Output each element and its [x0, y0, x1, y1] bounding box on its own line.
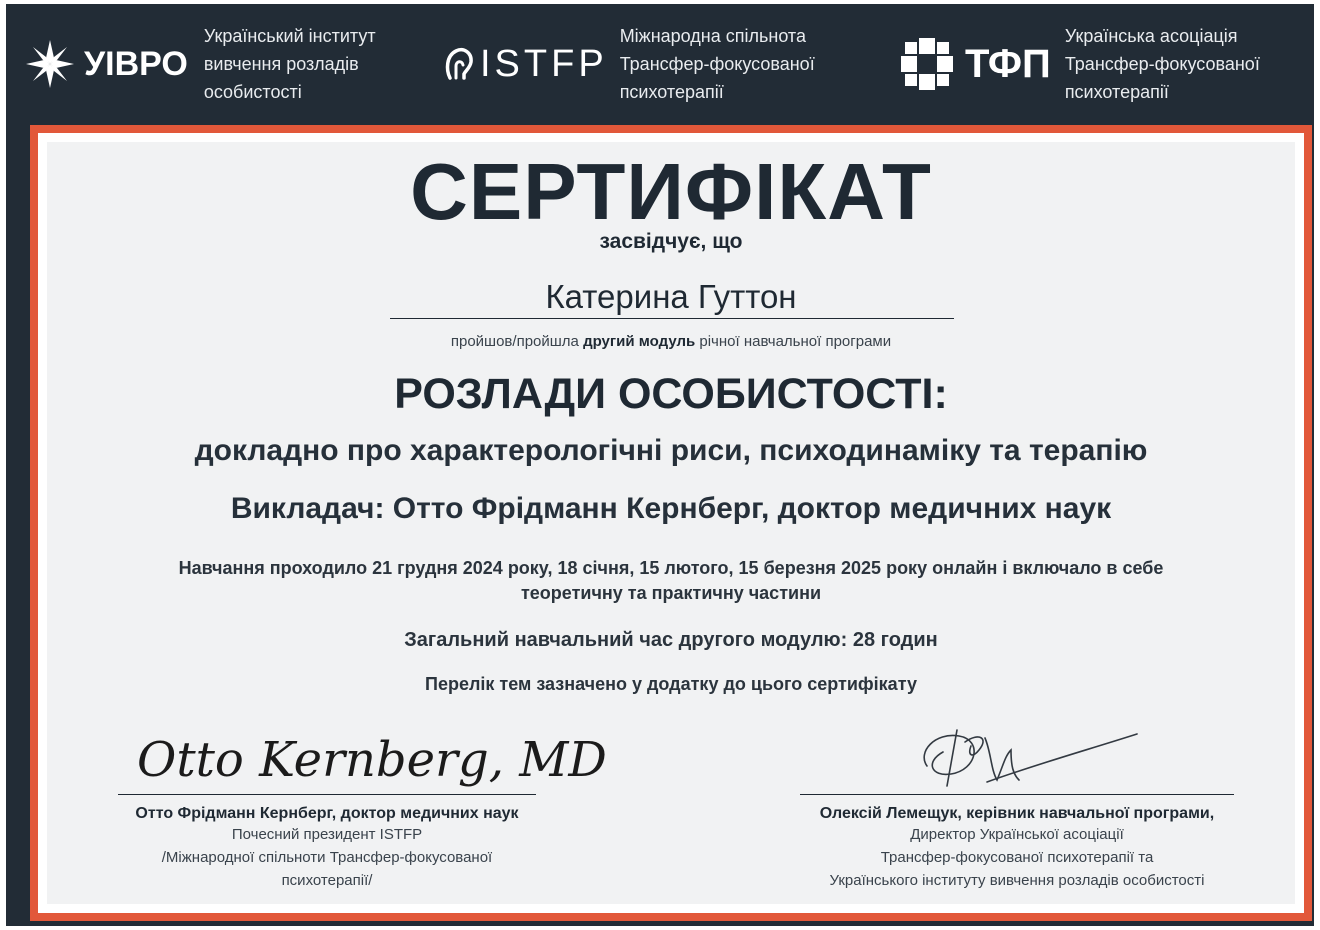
uivpro-logo-text: УІВРО — [84, 44, 188, 83]
lemeshchuk-signature — [887, 722, 1147, 794]
tfp-line: Трансфер-фокусованої — [1064, 54, 1260, 74]
module-name: другий модуль — [583, 333, 696, 350]
kernberg-signature-text: Otto Kernberg, MD — [137, 732, 607, 788]
recipient-underline — [390, 318, 954, 319]
istfp-head-icon — [444, 44, 474, 84]
signature-left — [107, 722, 607, 892]
uivpro-line: особистості — [203, 82, 302, 102]
kernberg-signature — [117, 722, 607, 794]
uivpro-line: Український інститут — [203, 26, 376, 46]
signature-right-line — [800, 794, 1234, 795]
signer-left-name: Отто Фрідманн Кернберг, доктор медичних наук — [135, 805, 519, 822]
course-subtitle: докладно про характерологічні риси, психодинаміку та терапію — [194, 434, 1148, 467]
istfp-line: Міжнародна спільнота — [619, 26, 806, 46]
signer-right-role: Трансфер-фокусованої психотерапії та — [880, 849, 1154, 866]
training-dates — [47, 556, 1295, 606]
signer-left-role: психотерапії/ — [281, 872, 373, 889]
tfp-line: Українська асоціація — [1064, 26, 1238, 46]
istfp-description — [620, 22, 815, 106]
tfp-line: психотерапії — [1064, 82, 1169, 102]
uivpro-description — [204, 22, 376, 106]
recipient-name: Катерина Гуттон — [545, 278, 797, 315]
signature-left-line — [118, 794, 536, 795]
certificate-body — [47, 142, 1295, 904]
certificate-frame — [30, 125, 1312, 921]
training-dates-line: теоретичну та практичну частини — [520, 583, 822, 603]
istfp-line: психотерапії — [619, 82, 724, 102]
tfp-block — [899, 4, 1260, 124]
tfp-logo-text: ТФП — [965, 41, 1051, 86]
total-hours: Загальний навчальний час другого модулю: 28 годин — [404, 629, 938, 651]
completion-text — [47, 333, 1295, 350]
completion-suffix: річної навчальної програми — [695, 333, 892, 350]
uivpro-block — [24, 4, 376, 124]
signer-right-role: Директор Української асоціації — [910, 826, 1124, 843]
course-title: РОЗЛАДИ ОСОБИСТОСТІ: — [394, 370, 948, 418]
topics-note: Перелік тем зазначено у додатку до цього сертифікату — [425, 674, 917, 694]
certifies-text: засвідчує, що — [599, 230, 743, 253]
signer-left-role: Почесний президент ISTFP — [231, 826, 423, 843]
istfp-line: Трансфер-фокусованої — [619, 54, 815, 74]
tfp-emblem-icon — [899, 36, 955, 92]
training-dates-line: Навчання проходило 21 грудня 2024 року, 18 січня, 15 лютого, 15 березня 2025 року онлайн і включало в себе — [178, 558, 1164, 578]
istfp-logo-text: ISTFP — [480, 42, 608, 85]
uivpro-line: вивчення розладів — [203, 54, 359, 74]
signature-right — [767, 722, 1267, 892]
tfp-description — [1065, 22, 1260, 106]
certificate-title: СЕРТИФІКАТ — [410, 147, 932, 236]
teacher-line: Викладач: Отто Фрідманн Кернберг, доктор медичних наук — [230, 492, 1112, 525]
completion-prefix: пройшов/пройшла — [450, 333, 584, 350]
signer-left-role: /Міжнародної спільноти Трансфер-фокусованої — [161, 849, 493, 866]
certificate-sheet — [6, 4, 1314, 926]
signer-right-role: Українського інституту вивчення розладів особистості — [829, 872, 1205, 889]
istfp-block — [444, 4, 815, 124]
signer-right-name: Олексій Лемещук, керівник навчальної програми, — [819, 805, 1215, 822]
uivpro-star-icon — [24, 38, 76, 90]
